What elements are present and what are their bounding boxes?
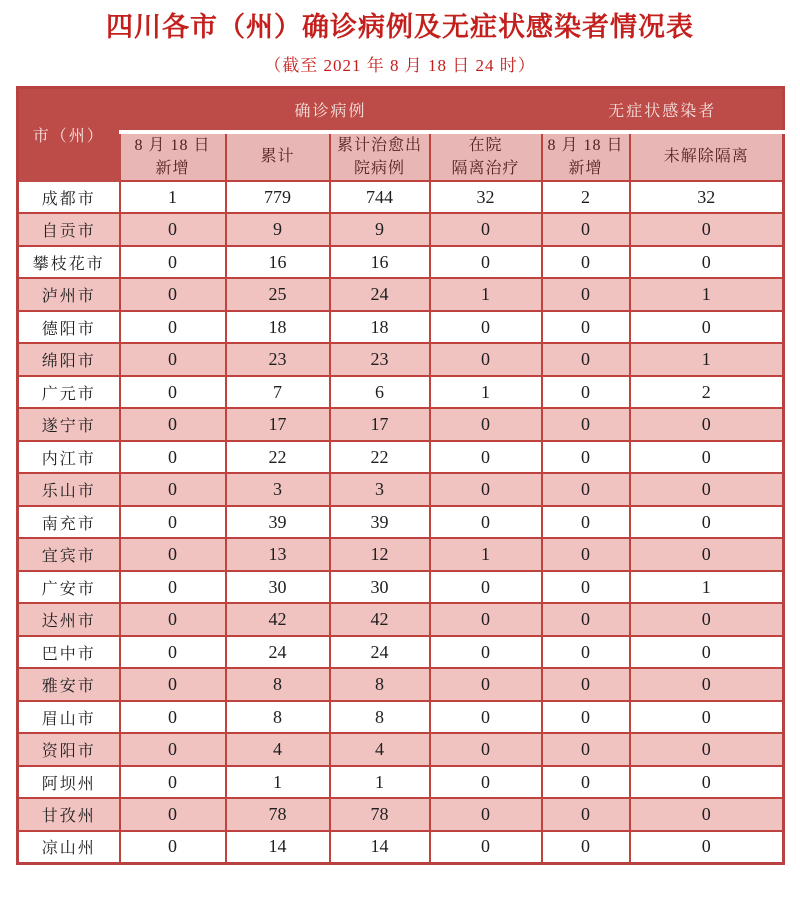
value-cell: 1 [430,278,542,311]
city-cell: 德阳市 [18,311,120,344]
value-cell: 1 [630,343,784,376]
value-cell: 0 [542,798,630,831]
table-row [18,213,784,246]
column-header: 累计治愈出 院病例 [330,132,430,181]
group-header-row [18,88,784,132]
value-cell: 0 [542,831,630,864]
value-cell: 9 [330,213,430,246]
value-cell: 0 [120,733,226,766]
city-cell: 成都市 [18,181,120,214]
group-header-asymptomatic: 无症状感染者 [542,88,784,132]
table-row [18,181,784,214]
value-cell: 32 [630,181,784,214]
value-cell: 0 [630,246,784,279]
column-header: 在院 隔离治疗 [430,132,542,181]
value-cell: 16 [330,246,430,279]
value-cell: 1 [430,538,542,571]
value-cell: 0 [542,343,630,376]
city-cell: 眉山市 [18,701,120,734]
value-cell: 78 [226,798,330,831]
value-cell: 2 [630,376,784,409]
value-cell: 7 [226,376,330,409]
value-cell: 39 [330,506,430,539]
value-cell: 17 [226,408,330,441]
value-cell: 0 [630,506,784,539]
city-cell: 巴中市 [18,636,120,669]
value-cell: 0 [430,506,542,539]
value-cell: 23 [330,343,430,376]
city-cell: 雅安市 [18,668,120,701]
value-cell: 0 [430,701,542,734]
value-cell: 0 [630,473,784,506]
value-cell: 0 [542,636,630,669]
value-cell: 0 [430,343,542,376]
value-cell: 2 [542,181,630,214]
value-cell: 23 [226,343,330,376]
table-row [18,766,784,799]
value-cell: 0 [430,668,542,701]
city-cell: 遂宁市 [18,408,120,441]
value-cell: 24 [226,636,330,669]
value-cell: 24 [330,636,430,669]
table-row [18,408,784,441]
value-cell: 3 [330,473,430,506]
value-cell: 0 [430,408,542,441]
value-cell: 0 [630,766,784,799]
value-cell: 12 [330,538,430,571]
column-header: 未解除隔离 [630,132,784,181]
value-cell: 14 [226,831,330,864]
value-cell: 0 [630,311,784,344]
value-cell: 0 [630,831,784,864]
value-cell: 0 [430,473,542,506]
value-cell: 0 [542,376,630,409]
value-cell: 0 [120,213,226,246]
column-header: 8 月 18 日 新增 [120,132,226,181]
value-cell: 0 [120,408,226,441]
value-cell: 779 [226,181,330,214]
value-cell: 0 [630,668,784,701]
value-cell: 39 [226,506,330,539]
value-cell: 0 [430,246,542,279]
city-cell: 自贡市 [18,213,120,246]
page-title: 四川各市（州）确诊病例及无症状感染者情况表 [106,12,694,42]
value-cell: 9 [226,213,330,246]
table-row [18,538,784,571]
value-cell: 1 [630,278,784,311]
value-cell: 1 [226,766,330,799]
city-cell: 阿坝州 [18,766,120,799]
value-cell: 0 [120,603,226,636]
value-cell: 42 [226,603,330,636]
value-cell: 0 [630,733,784,766]
value-cell: 25 [226,278,330,311]
value-cell: 22 [226,441,330,474]
value-cell: 0 [120,538,226,571]
value-cell: 0 [430,831,542,864]
column-header: 累计 [226,132,330,181]
value-cell: 42 [330,603,430,636]
value-cell: 0 [120,571,226,604]
value-cell: 0 [542,246,630,279]
value-cell: 0 [120,246,226,279]
value-cell: 0 [120,831,226,864]
corner-header-cell: 市（州） [18,88,120,181]
value-cell: 32 [430,181,542,214]
value-cell: 18 [330,311,430,344]
value-cell: 0 [430,798,542,831]
value-cell: 0 [542,668,630,701]
value-cell: 0 [542,473,630,506]
value-cell: 0 [120,506,226,539]
city-cell: 内江市 [18,441,120,474]
value-cell: 0 [120,766,226,799]
value-cell: 0 [120,311,226,344]
table-row [18,506,784,539]
value-cell: 0 [120,343,226,376]
value-cell: 30 [226,571,330,604]
table-row [18,831,784,864]
table-row [18,473,784,506]
value-cell: 0 [430,571,542,604]
city-cell: 绵阳市 [18,343,120,376]
value-cell: 1 [120,181,226,214]
value-cell: 0 [630,701,784,734]
city-cell: 广安市 [18,571,120,604]
covid-cases-table [16,86,785,865]
value-cell: 0 [542,278,630,311]
value-cell: 4 [330,733,430,766]
value-cell: 4 [226,733,330,766]
value-cell: 744 [330,181,430,214]
city-cell: 甘孜州 [18,798,120,831]
value-cell: 8 [226,668,330,701]
page-subtitle: （截至 2021 年 8 月 18 日 24 时） [264,56,536,76]
value-cell: 0 [120,701,226,734]
value-cell: 17 [330,408,430,441]
value-cell: 0 [542,571,630,604]
value-cell: 0 [542,311,630,344]
table-row [18,701,784,734]
value-cell: 0 [120,668,226,701]
value-cell: 0 [430,603,542,636]
value-cell: 14 [330,831,430,864]
group-header-confirmed-cases: 确诊病例 [120,88,542,132]
value-cell: 0 [542,766,630,799]
value-cell: 0 [542,441,630,474]
table-row [18,246,784,279]
value-cell: 8 [330,701,430,734]
value-cell: 0 [542,733,630,766]
value-cell: 6 [330,376,430,409]
value-cell: 0 [542,408,630,441]
table-row [18,441,784,474]
table-row [18,668,784,701]
value-cell: 1 [630,571,784,604]
value-cell: 0 [430,636,542,669]
value-cell: 8 [226,701,330,734]
city-cell: 达州市 [18,603,120,636]
value-cell: 0 [120,376,226,409]
city-cell: 资阳市 [18,733,120,766]
city-cell: 攀枝花市 [18,246,120,279]
value-cell: 0 [430,441,542,474]
city-cell: 泸州市 [18,278,120,311]
value-cell: 16 [226,246,330,279]
value-cell: 0 [120,636,226,669]
city-cell: 宜宾市 [18,538,120,571]
value-cell: 0 [120,278,226,311]
table-row [18,798,784,831]
value-cell: 24 [330,278,430,311]
value-cell: 0 [630,213,784,246]
city-cell: 南充市 [18,506,120,539]
value-cell: 0 [630,636,784,669]
value-cell: 0 [542,506,630,539]
value-cell: 18 [226,311,330,344]
table-row [18,311,784,344]
table-row [18,376,784,409]
value-cell: 13 [226,538,330,571]
value-cell: 30 [330,571,430,604]
table-row [18,343,784,376]
table-row [18,733,784,766]
table-row [18,278,784,311]
value-cell: 22 [330,441,430,474]
value-cell: 0 [120,441,226,474]
table-row [18,571,784,604]
value-cell: 1 [330,766,430,799]
value-cell: 0 [120,473,226,506]
table-row [18,603,784,636]
value-cell: 0 [120,798,226,831]
value-cell: 1 [430,376,542,409]
table-row [18,636,784,669]
value-cell: 0 [630,603,784,636]
value-cell: 8 [330,668,430,701]
city-cell: 乐山市 [18,473,120,506]
column-header: 8 月 18 日 新增 [542,132,630,181]
value-cell: 0 [430,766,542,799]
value-cell: 0 [430,213,542,246]
table-body [18,181,784,864]
value-cell: 78 [330,798,430,831]
value-cell: 0 [542,538,630,571]
value-cell: 0 [630,408,784,441]
value-cell: 0 [630,538,784,571]
value-cell: 0 [542,213,630,246]
value-cell: 0 [430,311,542,344]
value-cell: 3 [226,473,330,506]
city-cell: 凉山州 [18,831,120,864]
value-cell: 0 [542,701,630,734]
value-cell: 0 [430,733,542,766]
city-cell: 广元市 [18,376,120,409]
value-cell: 0 [542,603,630,636]
value-cell: 0 [630,441,784,474]
column-header-row [18,132,784,181]
value-cell: 0 [630,798,784,831]
